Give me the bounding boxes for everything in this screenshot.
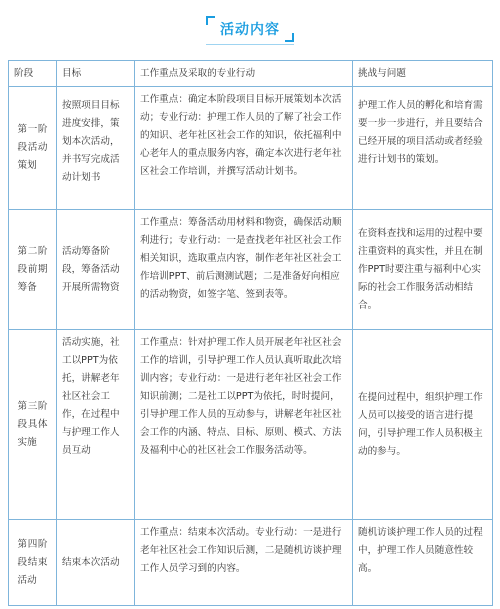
actions-cell: 工作重点：结束本次活动。专业行动：一是进行老年社区社会工作知识后测，二是随机访谈护理工作人员学习到的内容。 <box>135 520 353 606</box>
header-goal: 目标 <box>57 61 135 87</box>
challenges-cell: 随机访谈护理工作人员的过程中，护理工作人员随意性较高。 <box>353 520 493 606</box>
goal-cell: 按照项目目标进度安排，策划本次活动，并书写完成活动计划书 <box>57 87 135 210</box>
goal-cell: 活动实施，社工以PPT为依托，讲解老年社区社会工作，在过程中与护理工作人员互动 <box>57 330 135 520</box>
header-actions: 工作重点及采取的专业行动 <box>135 61 353 87</box>
title-underline <box>206 44 294 45</box>
stage-cell <box>9 210 57 330</box>
goal-cell: 结束本次活动 <box>57 520 135 606</box>
stage-text: 第四阶段结束活动 <box>17 538 48 586</box>
challenges-cell: 在提问过程中，组织护理工作人员可以接受的语言进行提问，引导护理工作人员积极主动的参与。 <box>353 330 493 520</box>
challenges-cell: 护理工作人员的孵化和培育需要一步一步进行，并且要结合已经开展的项目活动或者经验进行计划书的策划。 <box>353 87 493 210</box>
actions-cell: 工作重点：针对护理工作人员开展老年社区社会工作的培训，引导护理工作人员认真听取此次培训内容；专业行动：一是进行老年社区社会工作知识前测；二是社工以PPT为依托，时时提问，引导护理工作人员的互动参与，讲解老年社区社会工作的内涵、特点、目标、原则、模式、方法及福利中心的社区社会工作服务活动等。 <box>135 330 353 520</box>
challenges-cell: 在资料查找和运用的过程中要注重资料的真实性，并且在制作PPT时要注重与福利中心实际的社会工作服务活动相结合。 <box>353 210 493 330</box>
title-banner <box>0 0 500 56</box>
table-header-row <box>9 61 493 87</box>
stage-cell <box>9 520 57 606</box>
table-row <box>9 87 493 210</box>
stage-text: 第二阶段前期筹备 <box>17 245 48 293</box>
corner-bracket-top-left <box>206 16 215 25</box>
table-row <box>9 330 493 520</box>
page-title: 活动内容 <box>220 22 280 38</box>
stage-text: 第三阶段具体实施 <box>17 400 48 448</box>
activity-content-table <box>8 60 493 606</box>
actions-cell: 工作重点：筹备活动用材料和物资，确保活动顺利进行；专业行动：一是查找老年社区社会工作相关知识，选取重点内容，制作老年社区社会工作培训PPT、前后测测试题；二是准备好向相应的活动物资，如签字笔、签到表等。 <box>135 210 353 330</box>
stage-cell <box>9 87 57 210</box>
title-frame <box>206 16 294 42</box>
stage-cell <box>9 330 57 520</box>
stage-text: 第一阶段活动策划 <box>17 124 48 171</box>
header-stage: 阶段 <box>9 61 57 87</box>
table-row <box>9 210 493 330</box>
header-challenges: 挑战与问题 <box>353 61 493 87</box>
table-row <box>9 520 493 606</box>
corner-bracket-bottom-right <box>285 33 294 42</box>
actions-cell: 工作重点：确定本阶段项目目标开展策划本次活动；专业行动：护理工作人员的了解了社会工作的知识、老年社区社会工作的知识，依托福利中心老年人的重点服务内容，确定本次进行老年社区社会工作培训，并撰写活动计划书。 <box>135 87 353 210</box>
goal-cell: 活动筹备阶段，筹备活动开展所需物资 <box>57 210 135 330</box>
